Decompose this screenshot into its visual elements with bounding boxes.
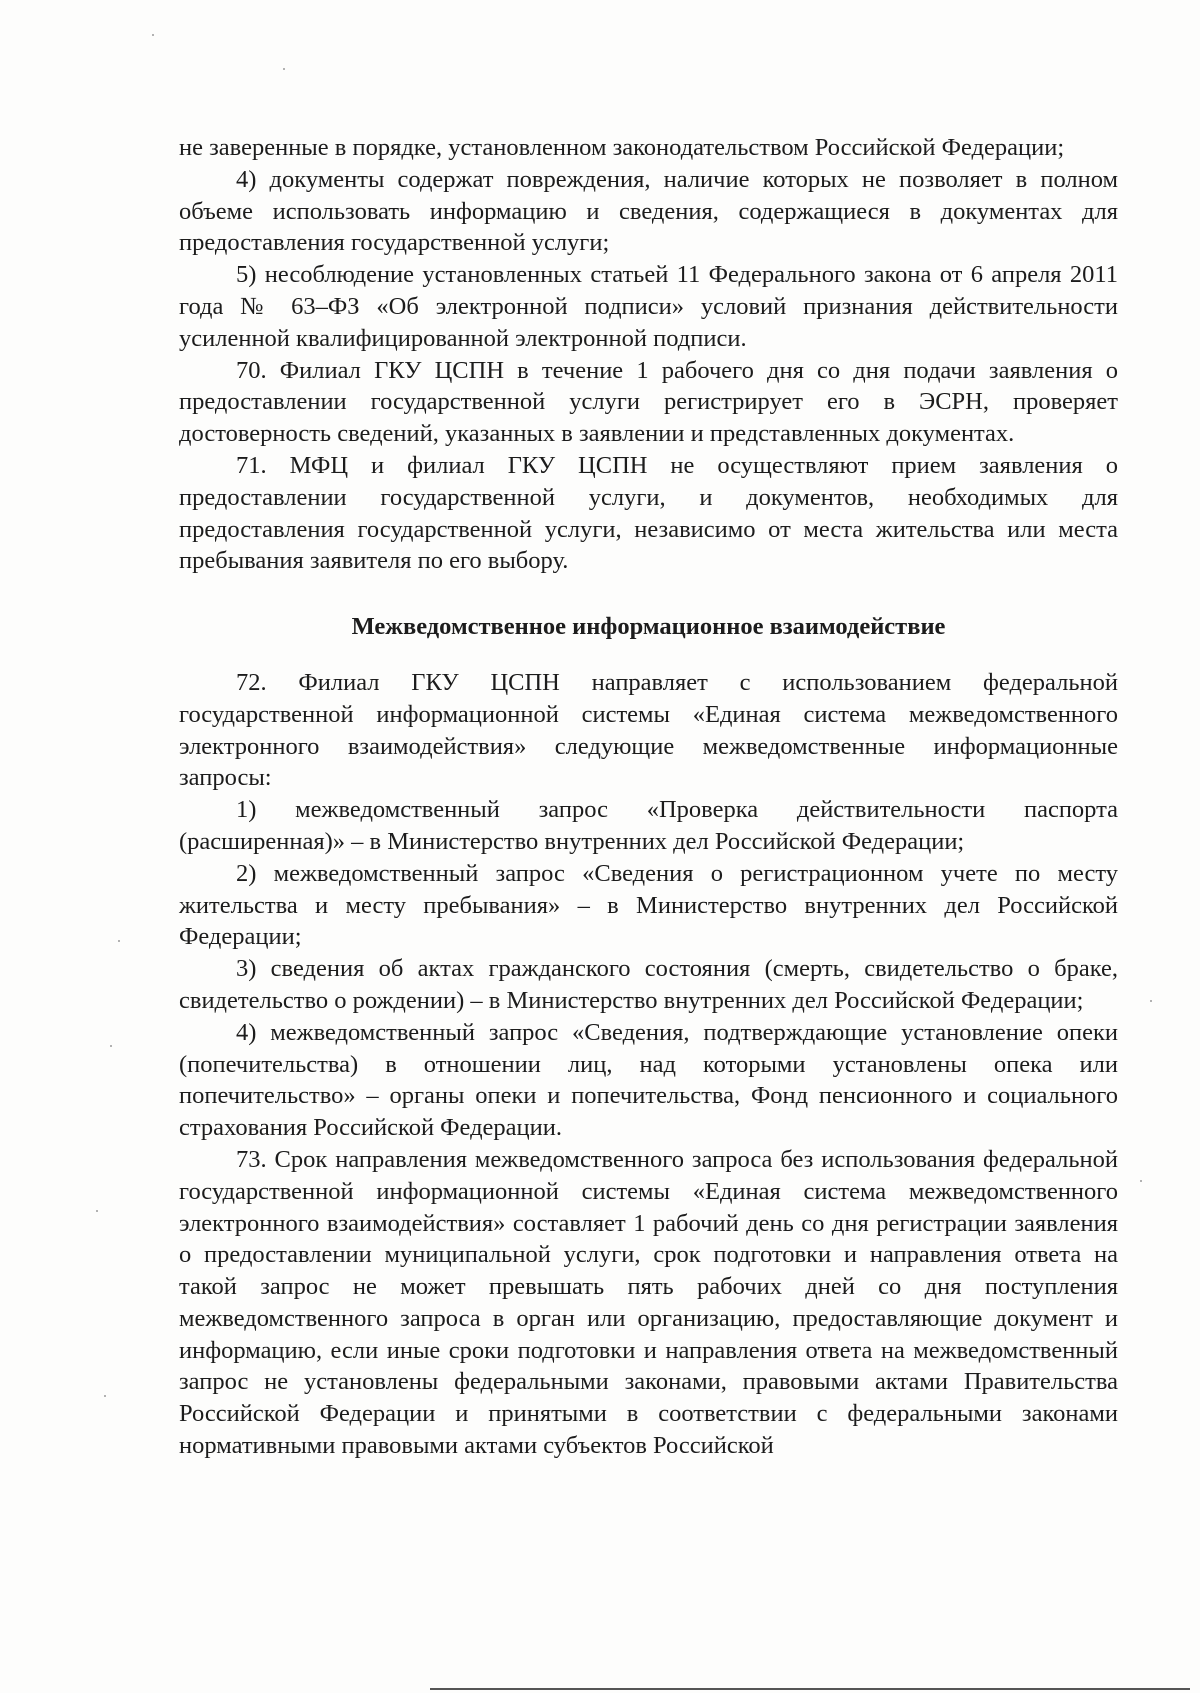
paragraph-request-1: 1) межведомственный запрос «Проверка действительности паспорта (расширенная)» – в Министерство внутренних дел Российской Федерации; [179,796,1118,855]
scan-speck [96,1210,98,1212]
paragraph-request-4: 4) межведомственный запрос «Сведения, подтверждающие установление опеки (попечительства) в отношении лиц, над которыми установлены опека или попечительство» – органы опеки и попечительства, Фонд пенсионного и социального страхования Российской Федерации. [179,1018,1118,1142]
scan-speck [110,1045,112,1047]
scan-speck [1140,1180,1142,1182]
paragraph-request-2: 2) межведомственный запрос «Сведения о регистрационном учете по месту жительства и месту пребывания» – в Министерство внутренних дел Российской Федерации; [179,859,1118,951]
paragraph-item-5-refusal: 5) несоблюдение установленных статьей 11 Федерального закона от 6 апреля 2011 года № 63–ФЗ «Об электронной подписи» условий признания действительности усиленной квалифицированной электронной подписи. [179,261,1118,352]
paragraph-item-4-refusal: 4) документы содержат повреждения, наличие которых не позволяет в полном объеме использовать информацию и сведения, содержащиеся в документах для предоставления государственной услуги; [179,165,1118,257]
paragraph-70: 70. Филиал ГКУ ЦСПН в течение 1 рабочего дня со дня подачи заявления о предоставлении государственной услуги регистрирует его в ЭСРН, проверяет достоверность сведений, указанных в заявлении и представленных документах. [179,356,1118,448]
scan-speck [1150,1000,1152,1002]
scan-speck [152,34,154,36]
scan-speck [104,1395,106,1397]
paragraph-72: 72. Филиал ГКУ ЦСПН направляет с использованием федеральной государственной информационной системы «Единая система межведомственного электронного взаимодействия» следующие межведомственные информационные запросы: [179,668,1118,792]
scan-speck [283,68,285,70]
scan-speck [118,940,120,942]
paragraph-continuation: не заверенные в порядке, установленном законодательством Российской Федерации; [179,134,1065,161]
scan-bottom-edge-line [430,1688,1190,1690]
paragraph-71: 71. МФЦ и филиал ГКУ ЦСПН не осуществляют прием заявления о предоставлении государственной услуги, и документов, необходимых для предоставления государственной услуги, независимо от места жительства или места пребывания заявителя по его выбору. [179,451,1118,575]
paragraph-request-3: 3) сведения об актах гражданского состояния (смерть, свидетельство о браке, свидетельство о рождении) – в Министерство внутренних дел Российской Федерации; [179,955,1118,1014]
section-heading: Межведомственное информационное взаимодействие [351,613,946,641]
paragraph-73: 73. Срок направления межведомственного запроса без использования федеральной государственной информационной системы «Единая система межведомственного электронного взаимодействия» составляет 1 рабочий день со дня регистрации заявления о предоставлении муниципальной услуги, срок подготовки и направления ответа на такой запрос не может превышать пять рабочих дней со дня поступления межведомственного запроса в орган или организацию, предоставляющие документ и информацию, если иные сроки подготовки и направления ответа на межведомственный запрос не установлены федеральными законами, правовыми актами Правительства Российской Федерации и принятыми в соответствии с федеральными законами нормативными правовыми актами субъектов Российской [179,1145,1118,1460]
document-body [179,132,1118,1462]
